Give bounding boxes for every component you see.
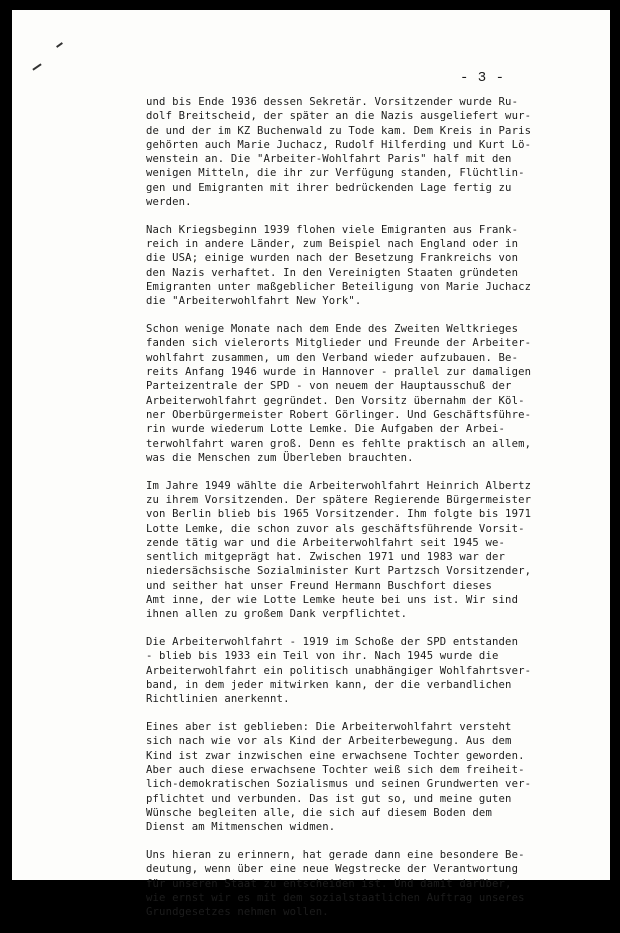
text-line: Wünsche begleiten alle, die sich auf diesem Boden dem — [146, 806, 492, 819]
text-line: fanden sich vielerorts Mitglieder und Freunde der Arbeiter- — [146, 337, 532, 350]
text-line: die USA; einige wurden nach der Besetzung Frankreichs von — [146, 252, 519, 265]
text-line: Im Jahre 1949 wählte die Arbeiterwohlfahrt Heinrich Albertz — [146, 479, 532, 492]
text-line: für unseren Staat zu entscheiden ist. Und damit darüber, — [146, 877, 512, 890]
text-line: de und der im KZ Buchenwald zu Tode kam. Dem Kreis in Paris — [146, 124, 532, 137]
text-line: Parteizentrale der SPD - von neuem der Hauptausschuß der — [146, 380, 512, 393]
text-line: die "Arbeiterwohlfahrt New York". — [146, 295, 362, 308]
text-line: werden. — [146, 196, 192, 209]
paragraph — [146, 848, 566, 919]
text-line: und bis Ende 1936 dessen Sekretär. Vorsitzender wurde Ru- — [146, 96, 519, 108]
text-line: Nach Kriegsbeginn 1939 flohen viele Emigranten aus Frank- — [146, 223, 519, 236]
text-line: Uns hieran zu erinnern, hat gerade dann eine besondere Be- — [146, 848, 525, 861]
text-line: wohlfahrt zusammen, um den Verband wieder aufzubauen. Be- — [146, 351, 519, 364]
text-line: Schon wenige Monate nach dem Ende des Zweiten Weltkrieges — [146, 323, 519, 336]
text-line: ner Oberbürgermeister Robert Görlinger. Und Geschäftsführe- — [146, 408, 532, 421]
text-line: gen und Emigranten mit ihrer bedrückenden Lage fertig zu — [146, 181, 512, 194]
text-line: gehörten auch Marie Juchacz, Rudolf Hilferding und Kurt Lö- — [146, 138, 532, 151]
text-line: von Berlin blieb bis 1965 Vorsitzender. Ihm folgte bis 1971 — [146, 508, 532, 521]
text-line: Dienst am Mitmenschen widmen. — [146, 821, 336, 834]
text-line: und seither hat unser Freund Hermann Buschfort dieses — [146, 579, 492, 592]
text-line: niedersächsische Sozialminister Kurt Partzsch Vorsitzender, — [146, 565, 532, 578]
text-line: rin wurde wiederum Lotte Lemke. Die Aufgaben der Arbei- — [146, 423, 506, 436]
document-page — [12, 10, 610, 919]
paragraph — [146, 720, 566, 834]
text-line: Die Arbeiterwohlfahrt - 1919 im Schoße der SPD entstanden — [146, 636, 519, 649]
paragraph — [146, 95, 566, 209]
text-line: Amt inne, der wie Lotte Lemke heute bei uns ist. Wir sind — [146, 594, 519, 606]
text-line: sentlich mitgeprägt hat. Zwischen 1971 und 1983 war der — [146, 551, 506, 564]
paragraph — [146, 223, 566, 309]
text-line: Arbeiterwohlfahrt gegründet. Den Vorsitz übernahm der Köl- — [146, 394, 525, 407]
text-line: Kind ist zwar inzwischen eine erwachsene Tochter geworden. — [146, 749, 525, 762]
text-line: deutung, wenn über eine neue Wegstrecke der Verantwortung — [146, 863, 519, 876]
text-line: dolf Breitscheid, der später an die Nazis ausgeliefert wur- — [146, 110, 532, 123]
page-number: - 3 - — [460, 70, 505, 86]
text-line: band, in dem jeder mitwirken kann, der die verbandlichen — [146, 678, 512, 691]
text-line: Grundgesetzes nehmen wollen. — [146, 906, 329, 919]
paragraph — [146, 322, 566, 465]
text-line: zu ihrem Vorsitzenden. Der spätere Regierende Bürgermeister — [146, 493, 532, 506]
text-line: den Nazis verhaftet. In den Vereinigten Staaten gründeten — [146, 266, 519, 279]
text-line: Lotte Lemke, die schon zuvor als geschäftsführende Vorsit- — [146, 522, 525, 535]
text-line: reits Anfang 1946 wurde in Hannover - prallel zur damaligen — [146, 366, 532, 379]
text-line: zende tätig war und die Arbeiterwohlfahrt seit 1945 we- — [146, 536, 506, 549]
text-line: was die Menschen zum Überleben brauchten. — [146, 451, 414, 464]
text-line: wenstein an. Die "Arbeiter-Wohlfahrt Paris" half mit den — [146, 153, 512, 166]
text-line: wenigen Mitteln, die ihr zur Verfügung standen, Flüchtlin- — [146, 167, 525, 180]
scan-mark — [32, 63, 41, 70]
text-line: Richtlinien anerkennt. — [146, 693, 290, 706]
text-line: Emigranten unter maßgeblicher Beteiligung von Marie Juchacz — [146, 281, 532, 294]
text-line: Arbeiterwohlfahrt ein politisch unabhängiger Wohlfahrtsver- — [146, 664, 532, 677]
text-line: Eines aber ist geblieben: Die Arbeiterwohlfahrt versteht — [146, 721, 512, 734]
text-line: terwohlfahrt waren groß. Denn es fehlte praktisch an allem, — [146, 437, 532, 450]
text-line: lich-demokratischen Sozialismus und seinen Grundwerten ver- — [146, 778, 532, 791]
paragraph — [146, 635, 566, 706]
body-text — [146, 95, 566, 933]
text-line: Aber auch diese erwachsene Tochter weiß sich dem freiheit- — [146, 763, 525, 776]
text-line: pflichtet und verbunden. Das ist gut so, und meine guten — [146, 792, 512, 805]
text-line: sich nach wie vor als Kind der Arbeiterbewegung. Aus dem — [146, 735, 512, 748]
text-line: reich in andere Länder, zum Beispiel nach England oder in — [146, 238, 519, 251]
text-line: - blieb bis 1933 ein Teil von ihr. Nach 1945 wurde die — [146, 650, 499, 663]
text-line: wie ernst wir es mit dem sozialstaatlichen Auftrag unseres — [146, 891, 525, 904]
text-line: ihnen allen zu großem Dank verpflichtet. — [146, 608, 408, 621]
paragraph — [146, 479, 566, 622]
scan-mark — [56, 42, 63, 48]
